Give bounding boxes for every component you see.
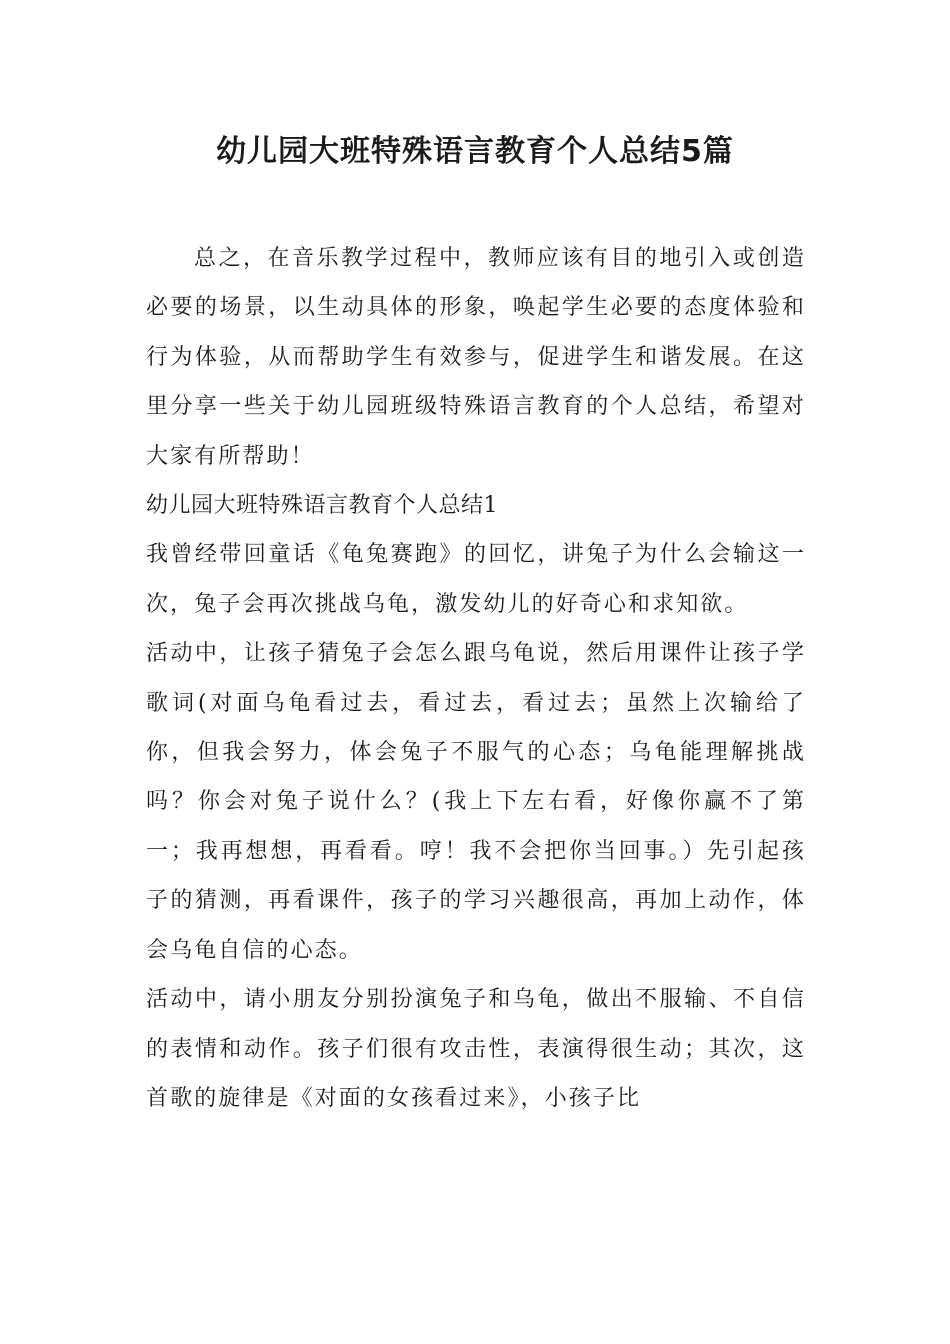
body-paragraph-3: 活动中，请小朋友分别扮演兔子和乌龟，做出不服输、不自信的表情和动作。孩子们很有攻击性，表演得很生动；其次，这首歌的旋律是《对面的女孩看过来》，小孩子比 [146,987,806,1111]
document-title: 幼儿园大班特殊语言教育个人总结5篇 [216,134,734,169]
document-body [146,234,806,1123]
body-paragraph-1: 我曾经带回童话《龟兔赛跑》的回忆，讲兔子为什么会输这一次，兔子会再次挑战乌龟，激发幼儿的好奇心和求知欲。 [146,542,806,617]
section-heading: 幼儿园大班特殊语言教育个人总结1 [146,493,498,519]
body-paragraph-2: 活动中，让孩子猜兔子会怎么跟乌龟说，然后用课件让孩子学歌词(对面乌龟看过去，看过去，看过去；虽然上次输给了你，但我会努力，体会兔子不服气的心态；乌龟能理解挑战吗？你会对兔子说什么？(我上下左右看，好像你赢不了第一；我再想想，再看看。哼！我不会把你当回事。）先引起孩子的猜测，再看课件，孩子的学习兴趣很高，再加上动作，体会乌龟自信的心态。 [146,641,806,963]
intro-paragraph: 总之，在音乐教学过程中，教师应该有目的地引入或创造必要的场景，以生动具体的形象，唤起学生必要的态度体验和行为体验，从而帮助学生有效参与，促进学生和谐发展。在这里分享一些关于幼儿园班级特殊语言教育的个人总结，希望对大家有所帮助！ [146,246,806,469]
